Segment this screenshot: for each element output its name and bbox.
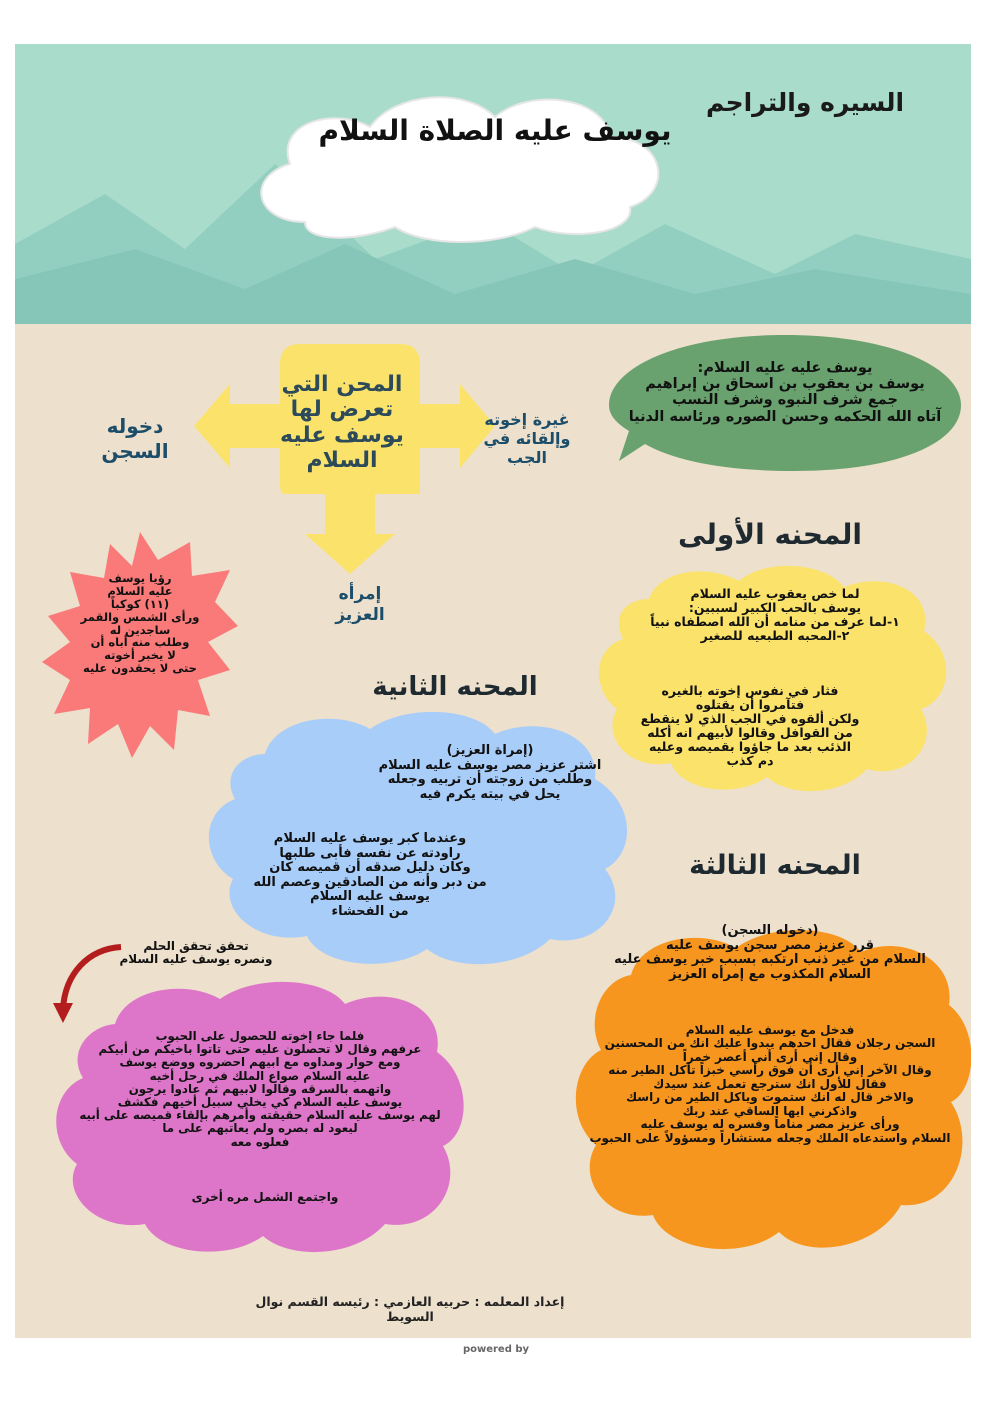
page-title: يوسف عليه الصلاة السلام (318, 114, 672, 147)
fulfilled-text-b: واجتمع الشمل مره أخرى (191, 1190, 339, 1204)
intro-text: يوسف عليه عليه السلام: يوسف بن يعقوب بن اسحاق بن إبراهيم جمع شرف النبوه وشرف النسب آتاه الله الحكمه وحسن الصوره ورئاسه الدنيا (628, 360, 942, 425)
fulfilled-text-a: فلما جاء إخوته للحصول على الحبوب عرفهم وقال لا تحصلون عليه حتى تاتوا باخيكم من أبيكم ومع حوار ومداوه مع ابيهم احضروه ووضع يوسف عليه السلام صواع الملك في رحل أخيه واتهمه بالسرقه وقالوا لابيهم ثم عادوا يرجون يوسف عليه السلام كي يخلي سبيل أخيهم فكشف لهم يوسف عليه السلام حقيقته وأمرهم بإلقاء قميصه على أبيه ليعود له بصره ولم يعاتبهم على ما فعلوه معه (79, 1029, 441, 1149)
credits-text: إعداد المعلمه : حربيه العازمي : رئيسه القسم نوال السويط (255, 1294, 565, 1324)
hub-right-text: غيرة إخوته وإلقائه في الجب (483, 410, 571, 468)
trial2-text-a: (إمراة العزيز) اشتر عزيز مصر يوسف عليه السلام وطلب من زوجته أن تربيه وجعله يحل في بيته يكرم فيه (378, 743, 602, 802)
dream-text: رؤيا يوسف عليه السلام (١١) كوكباً ورأى الشمس والقمر ساجدين له وطلب منه أباه أن لا يخبر أخوته حتى لا يحقدون عليه (80, 571, 200, 676)
trial3-heading: المحنه الثالثة (689, 850, 861, 881)
powered-by-text: powered by (462, 1344, 530, 1355)
hub-bottom-text: إمرأه العزيز (335, 584, 385, 626)
trial2-text-b: وعندما كبر يوسف عليه السلام راودته عن نفسه فأبى طلبها وكان دليل صدقه أن قميصه كان من دبر وأنه من الصادقين وعصم الله يوسف عليه السلام من الفحشاء (253, 831, 487, 919)
hub-center-text: المحن التي تعرض لها يوسف عليه السلام (280, 372, 404, 473)
title-cloud (235, 82, 675, 242)
hub-left-text: دخوله السجن (101, 414, 169, 463)
trial3-text-a: (دخوله السجن) قرر عزيز مصر سجن يوسف عليه السلام من غير ذنب ارتكبه بسبب خبر يوسف عليه السلام المكذوب مع إمرأه العزيز (614, 923, 926, 982)
sky-header (15, 44, 971, 324)
trial1-text-a: لما خص يعقوب عليه السلام يوسف بالحب الكبير لسببين: ١-لما عرف من منامه أن الله اصطفاه نبياً ٢-المحبه الطبعيه للصغير (650, 586, 900, 643)
poster (15, 44, 971, 1338)
trial3-text-b: فدخل مع يوسف عليه السلام السجن رجلان فقال احدهم يبدوا عليك انك من المحسنين وقال إني أرى أني أعصر خمراً وقال الآخر إني أرى أن فوق رأسي خبزاً تأكل الطير منه فقال للأول انك سترجع تعمل عند سيدك والاخر قال له انك ستموت وياكل الطير من راسك واذكرني ايها الساقي عند ربك ورأى عزيز مصر مناماً وفسره له يوسف عليه السلام واستدعاه الملك وجعله مستشاراً ومسؤولاً على الحبوب (589, 1023, 951, 1145)
category-label: السيره والتراجم (705, 88, 905, 117)
trial1-text-b: فثار في نفوس إخوته بالغيره فتآمروا أن يقتلوه ولكن ألقوه في الجب الذي لا ينقطع من القوافل وقالوا لأبيهم انه أكله الذئب بعد ما جاؤوا بقميصه وعليه دم كذب (640, 683, 860, 768)
fulfilled-label: تحقق تحقق الحلم ونصره يوسف عليه السلام (119, 939, 273, 967)
trial1-heading: المحنه الأولى (678, 518, 862, 551)
trial2-heading: المحنه الثانية (372, 672, 538, 702)
